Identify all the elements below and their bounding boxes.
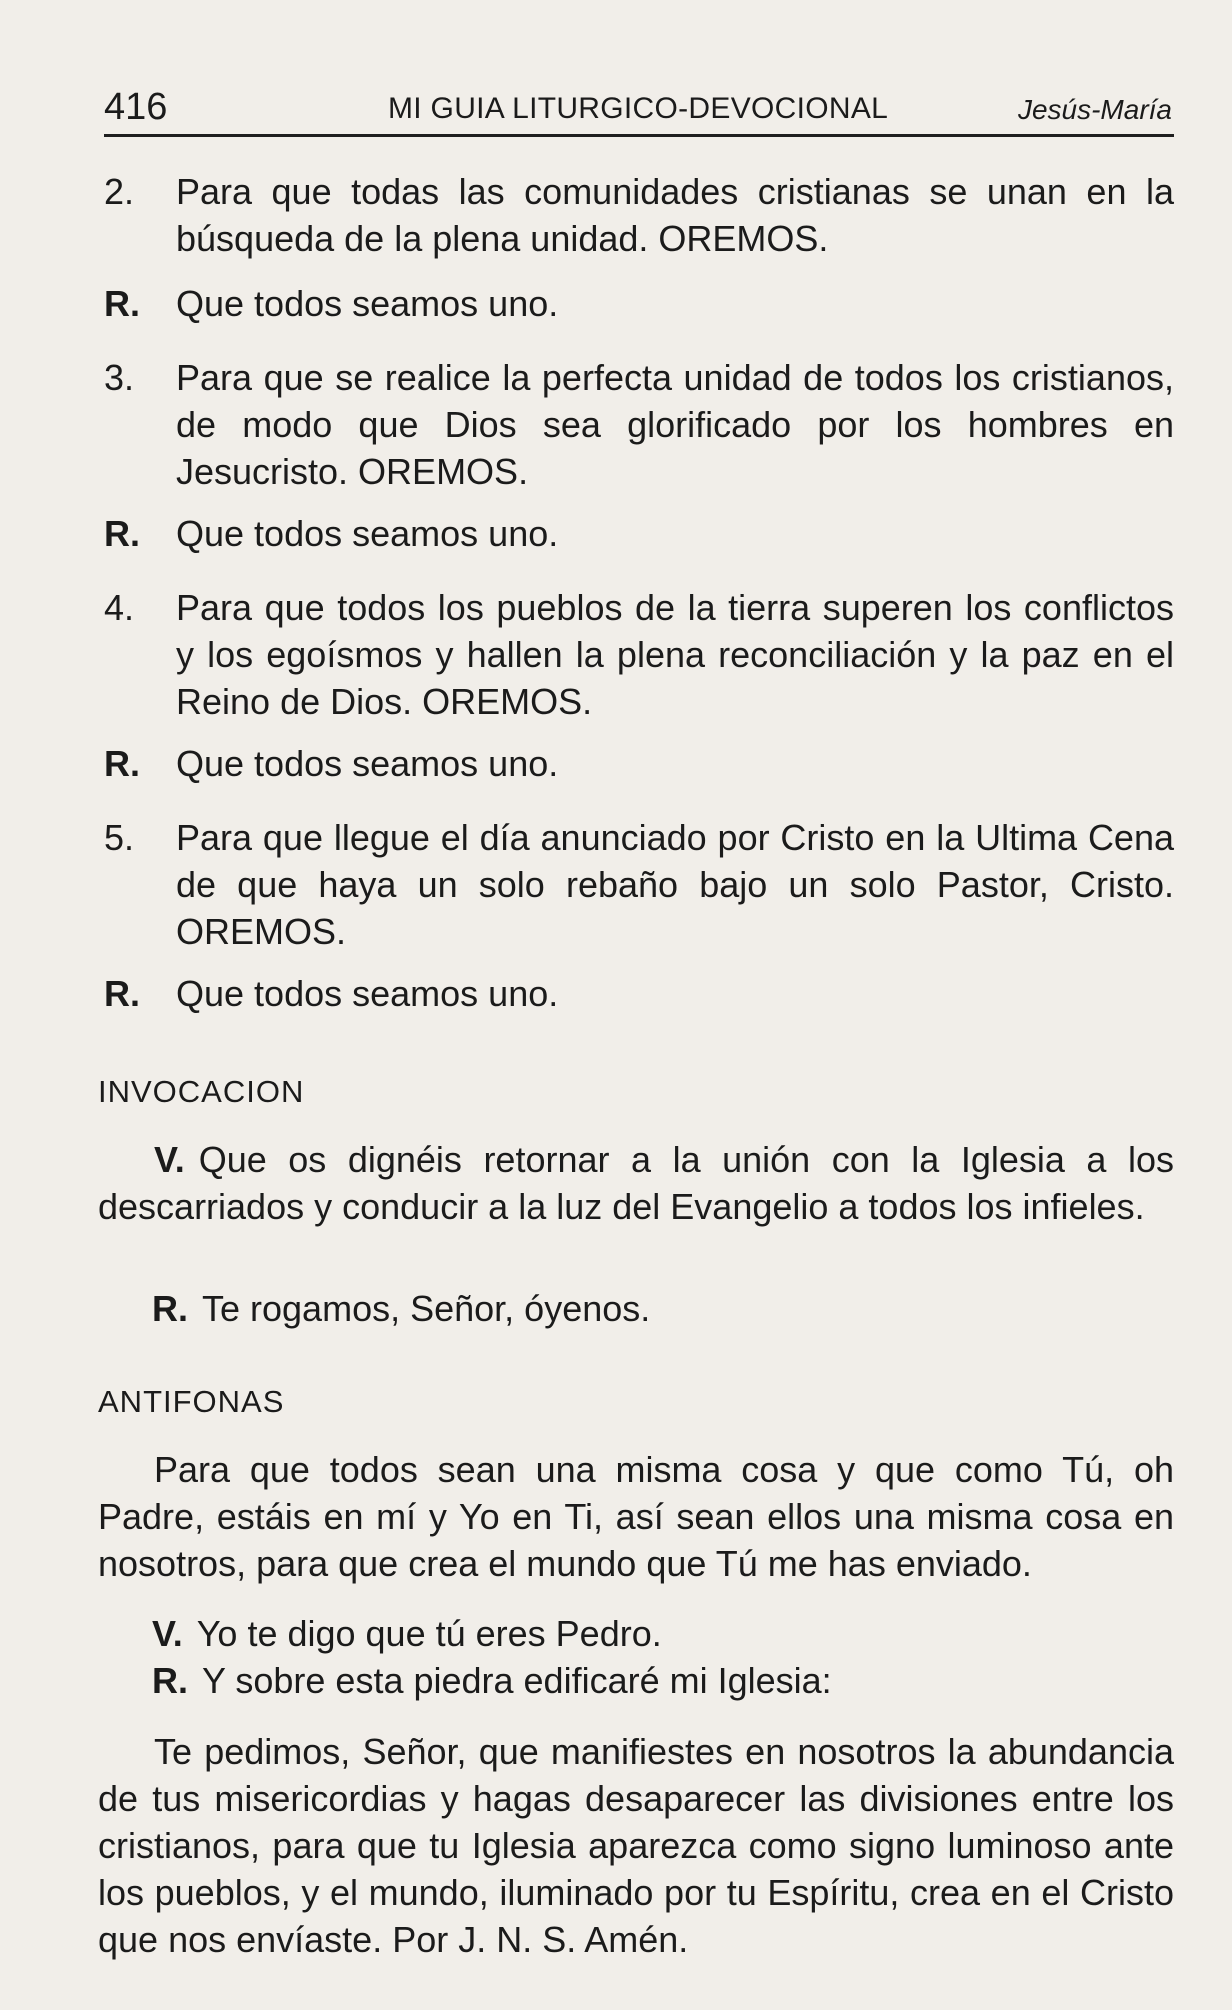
book-title: MI GUIA LITURGICO-DEVOCIONAL [388, 92, 889, 125]
section-name: Jesús-María [1017, 94, 1172, 125]
petition-text: Para que todos los pueblos de la tierra superen los conflictos y los egoísmos y hallen la plena reconciliación y la paz en el Reino de Dios. OREMOS. [176, 587, 1174, 722]
response-text: Te rogamos, Señor, óyenos. [202, 1288, 651, 1329]
response-text: Que todos seamos uno. [176, 743, 559, 784]
response-symbol: R. [104, 283, 140, 324]
section-heading-invocacion: INVOCACION [98, 1074, 305, 1109]
petition-3 [104, 354, 1174, 495]
response-symbol: R. [104, 973, 140, 1014]
petition-text: Para que se realice la perfecta unidad de todos los cristianos, de modo que Dios sea glorificado por los hombres en Jesucristo. OREMOS. [176, 357, 1174, 492]
antiphon-response [152, 1657, 1172, 1704]
invocation-response [152, 1285, 1172, 1332]
response-symbol: R. [104, 513, 140, 554]
versicle-text: Yo te digo que tú eres Pedro. [196, 1613, 662, 1654]
section-heading-antifonas: ANTIFONAS [98, 1384, 285, 1419]
response-text: Que todos seamos uno. [176, 283, 559, 324]
response-symbol: R. [104, 743, 140, 784]
petition-2 [104, 168, 1174, 262]
prayer-paragraph: Te pedimos, Señor, que manifiestes en nosotros la abundancia de tus misericordias y hagas desaparecer las divisiones entre los cristianos, para que tu Iglesia aparezca como signo luminoso ante los pueblos, y el mundo, iluminado por tu Espíritu, crea en el Cristo que nos envíaste. Por J. N. S. Amén. [98, 1731, 1174, 1960]
response-4 [104, 970, 1174, 1017]
petition-number: 2. [104, 171, 135, 212]
response-2 [104, 510, 1174, 557]
response-symbol: R. [152, 1288, 188, 1329]
invocation-versicle [98, 1136, 1174, 1230]
petition-5 [104, 814, 1174, 955]
petition-number: 3. [104, 357, 135, 398]
antiphon-paragraph-1: Para que todos sean una misma cosa y que como Tú, oh Padre, estáis en mí y Yo en Ti, así sean ellos una misma cosa en nosotros, para que crea el mundo que Tú me has enviado. [98, 1449, 1174, 1584]
antiphon-versicle [152, 1610, 1172, 1657]
versicle-text: Que os dignéis retornar a la unión con la Iglesia a los descarriados y conducir a la luz del Evangelio a todos los infieles. [98, 1139, 1174, 1227]
running-header [104, 84, 1174, 137]
petition-text: Para que llegue el día anunciado por Cristo en la Ultima Cena de que haya un solo rebaño bajo un solo Pastor, Cristo. OREMOS. [176, 817, 1174, 952]
petition-number: 5. [104, 817, 135, 858]
versicle-symbol: V. [152, 1613, 183, 1654]
petition-number: 4. [104, 587, 135, 628]
response-text: Que todos seamos uno. [176, 973, 559, 1014]
response-symbol: R. [152, 1660, 188, 1701]
response-text: Que todos seamos uno. [176, 513, 559, 554]
page-number: 416 [104, 86, 168, 128]
versicle-symbol: V. [154, 1139, 185, 1180]
response-text: Y sobre esta piedra edificaré mi Iglesia: [202, 1660, 832, 1701]
response-1 [104, 280, 1174, 327]
petition-4 [104, 584, 1174, 725]
response-3 [104, 740, 1174, 787]
petition-text: Para que todas las comunidades cristianas se unan en la búsqueda de la plena unidad. OREMOS. [176, 171, 1174, 259]
